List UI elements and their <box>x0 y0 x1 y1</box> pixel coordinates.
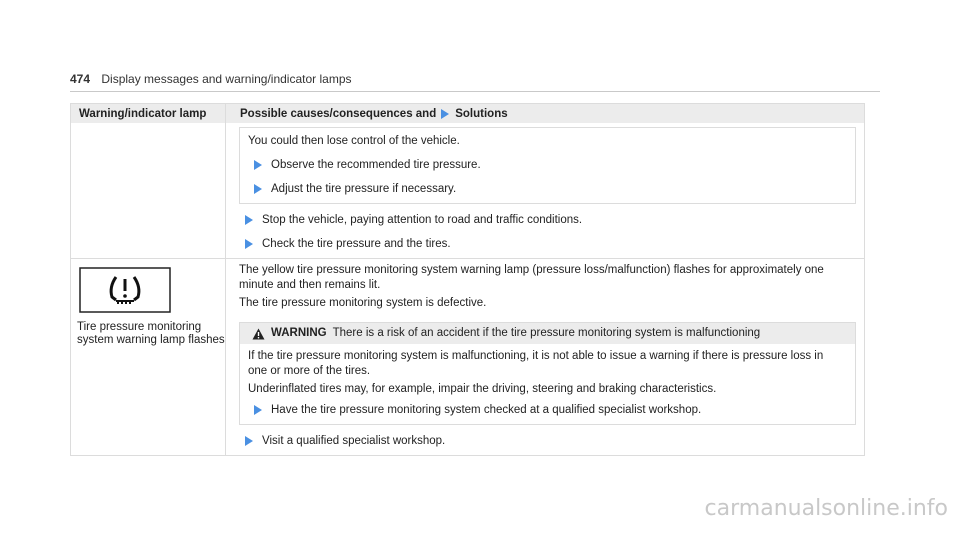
page-title: Display messages and warning/indicator lamps <box>101 72 352 86</box>
col-header-causes <box>225 104 864 123</box>
box-step <box>248 158 845 173</box>
arrow-right-icon <box>254 184 262 194</box>
causes-cell <box>225 259 864 455</box>
warning-step <box>248 403 845 418</box>
arrow-right-icon <box>245 436 253 446</box>
continued-box <box>239 127 856 204</box>
col-header-causes-text: Possible causes/consequences and <box>240 108 437 120</box>
description: The tire pressure monitoring system is defective. <box>239 297 487 309</box>
warning-title: There is a risk of an accident if the tire pressure monitoring system is malfunctioning <box>332 327 761 339</box>
step-text: Stop the vehicle, paying attention to road and traffic conditions. <box>262 214 583 226</box>
table-header <box>71 104 864 123</box>
warning-word: WARNING <box>271 327 327 339</box>
col-header-solutions: Solutions <box>455 108 508 120</box>
arrow-right-icon <box>254 160 262 170</box>
warning-body <box>240 344 855 418</box>
page-header <box>70 72 880 92</box>
tire-pressure-warning-icon <box>79 267 171 313</box>
box-intro: You could then lose control of the vehicle. <box>248 135 460 147</box>
arrow-right-icon <box>441 109 449 119</box>
box-step <box>248 182 845 197</box>
col-header-lamp: Warning/indicator lamp <box>79 108 207 120</box>
step-text: Observe the recommended tire pressure. <box>271 159 481 171</box>
warning-header <box>240 323 855 344</box>
step-text: Have the tire pressure monitoring system checked at a qualified specialist workshop. <box>271 404 702 416</box>
arrow-right-icon <box>245 239 253 249</box>
solution-step <box>239 213 856 228</box>
solution-step <box>239 237 856 252</box>
solution-step <box>239 434 856 449</box>
step-text: Visit a qualified specialist workshop. <box>262 435 446 447</box>
lamp-cell-empty <box>71 123 225 258</box>
page-number: 474 <box>70 72 91 86</box>
lamp-label: Tire pressure monitoring system warning lamp flashes <box>77 321 225 346</box>
step-text: Check the tire pressure and the tires. <box>262 238 451 250</box>
warning-paragraph: Underinflated tires may, for example, impair the driving, steering and braking characteristics. <box>248 383 717 395</box>
warning-paragraph: If the tire pressure monitoring system is malfunctioning, it is not able to issue a warning if there is pressure loss in one or more of the tires. <box>248 350 824 377</box>
description: The yellow tire pressure monitoring system warning lamp (pressure loss/malfunction) flashes for approximately one minute and then remains lit. <box>239 264 824 291</box>
table-row <box>71 258 864 455</box>
lamp-cell <box>71 259 225 455</box>
causes-cell <box>225 123 864 258</box>
warning-box <box>239 322 856 425</box>
lamp-table <box>70 103 865 456</box>
table-row <box>71 123 864 258</box>
warning-triangle-icon <box>252 328 265 340</box>
watermark: carmanualsonline.info <box>704 496 948 521</box>
arrow-right-icon <box>254 405 262 415</box>
step-text: Adjust the tire pressure if necessary. <box>271 183 457 195</box>
arrow-right-icon <box>245 215 253 225</box>
